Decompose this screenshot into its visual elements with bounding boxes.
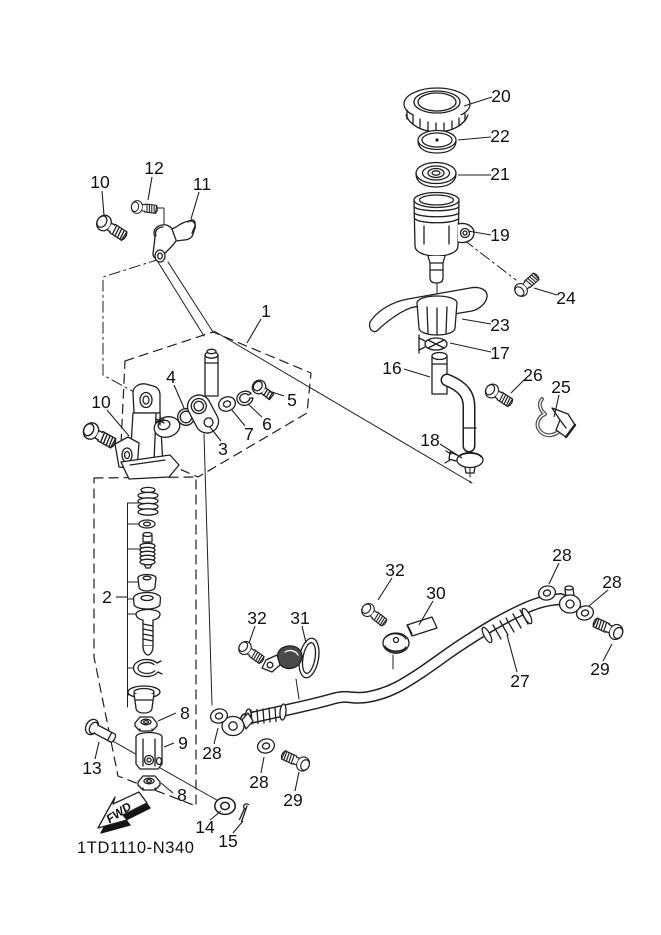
leader-line-13-14 — [95, 742, 99, 759]
part-32-bolt-left — [236, 639, 266, 666]
callout-32-38: 32 — [385, 560, 405, 580]
callout-23-24: 23 — [490, 315, 510, 335]
callout-3-2: 3 — [218, 439, 228, 459]
part-23-reservoir-bracket — [370, 287, 487, 335]
leader-line-12-13 — [148, 177, 152, 200]
part-8-nut-lower — [138, 776, 160, 790]
callout-17-18: 17 — [490, 343, 510, 363]
diagram-artwork — [80, 88, 625, 833]
callout-14-15: 14 — [195, 817, 215, 837]
leader-line-22-23 — [458, 137, 491, 140]
part-10-bolt-lower — [80, 420, 118, 451]
callout-8-7: 8 — [180, 703, 190, 723]
callout-30-35: 30 — [426, 583, 446, 603]
callout-7-6: 7 — [244, 424, 254, 444]
callout-21-22: 21 — [490, 164, 510, 184]
callout-27-28: 27 — [510, 671, 530, 691]
callout-13-14: 13 — [82, 758, 102, 778]
callout-10-10: 10 — [90, 172, 110, 192]
callout-15-16: 15 — [218, 831, 238, 851]
leader-line-8-7 — [158, 713, 176, 721]
callout-24-25: 24 — [556, 288, 576, 308]
leader-line-16-17 — [404, 369, 430, 377]
part-28-washer-b — [256, 737, 276, 755]
callout-26-27: 26 — [523, 365, 543, 385]
leader-line-7-6 — [232, 410, 245, 426]
part-29-union-bolt-left — [279, 748, 312, 773]
leader-line-29-33 — [295, 772, 299, 791]
leader-line-32-38 — [378, 578, 392, 600]
part-26-bolt — [483, 382, 515, 410]
part-20-reservoir-cap — [404, 88, 470, 132]
part-6-spring-washer — [235, 389, 254, 407]
part-5-screw — [250, 377, 276, 402]
callout-28-30: 28 — [249, 772, 269, 792]
leader-line-24-25 — [534, 288, 557, 295]
part-15-cotter-pin — [240, 804, 249, 822]
callout-18-19: 18 — [420, 430, 440, 450]
callout-28-32: 28 — [602, 572, 622, 592]
part-18-hose-clamp-lower — [445, 451, 483, 473]
callout-11-12: 11 — [192, 174, 212, 194]
callout-19-20: 19 — [490, 225, 510, 245]
callout-20-21: 20 — [491, 86, 511, 106]
leader-line-17-18 — [450, 343, 491, 352]
leader-line-8-8 — [161, 783, 173, 793]
part-14-washer — [215, 798, 235, 815]
leader-line-23-24 — [462, 319, 491, 324]
callout-12-13: 12 — [144, 158, 164, 178]
part-7-washer — [217, 395, 238, 414]
part-13-clevis-pin — [83, 717, 118, 746]
leader-line-4-3 — [174, 385, 184, 408]
leader-line-9-9 — [164, 743, 174, 747]
leader-line-28-29 — [214, 728, 218, 744]
callout-6-5: 6 — [262, 414, 272, 434]
callout-9-9: 9 — [178, 733, 188, 753]
leader-line-27-28 — [507, 635, 517, 672]
part-29-union-bolt-right — [591, 615, 625, 642]
part-19-reservoir-tank — [414, 193, 474, 284]
leader-line-28-31 — [549, 563, 559, 584]
callout-16-17: 16 — [382, 358, 402, 378]
callout-29-34: 29 — [590, 659, 610, 679]
part-22-diaphragm-plate — [418, 131, 456, 154]
leader-line-28-30 — [261, 757, 264, 773]
part-9-clevis — [136, 733, 162, 770]
callout-10-11: 10 — [91, 392, 111, 412]
part-21-diaphragm — [416, 163, 456, 188]
callout-22-23: 22 — [490, 126, 510, 146]
callout-28-29: 28 — [202, 743, 222, 763]
callout-29-33: 29 — [283, 790, 303, 810]
part-30-hose-clamp — [383, 617, 437, 653]
callout-31-36: 31 — [290, 608, 310, 628]
fwd-label: FWD — [103, 799, 135, 827]
callout-25-26: 25 — [551, 377, 571, 397]
part-17-hose-clamp-upper — [419, 335, 447, 353]
leader-line-1-0 — [247, 319, 261, 343]
footer-part-code: 1TD1110-N340 — [77, 839, 195, 857]
callout-28-31: 28 — [552, 545, 572, 565]
part-32-bolt-right — [359, 601, 389, 629]
leader-line-10-10 — [102, 191, 104, 215]
callout-5-4: 5 — [287, 390, 297, 410]
part-24-bolt — [512, 270, 542, 299]
part-12-bolt — [131, 200, 158, 216]
callout-4-3: 4 — [166, 367, 176, 387]
callout-8-8: 8 — [177, 785, 187, 805]
part-2-cylinder-kit-stack — [128, 487, 162, 713]
leader-line-6-5 — [248, 404, 262, 417]
leader-line-31-36 — [302, 626, 306, 643]
callout-1-0: 1 — [261, 301, 271, 321]
leader-line-11-12 — [191, 192, 199, 219]
leader-line-32-37 — [249, 626, 255, 643]
part-31-hose-clamp — [262, 637, 322, 680]
leader-line-18-19 — [440, 444, 462, 458]
callout-2-1: 2 — [102, 587, 112, 607]
part-8-nut-upper — [135, 717, 157, 731]
leader-line-10-11 — [107, 410, 129, 436]
leader-line-28-32 — [589, 590, 608, 606]
part-10-bolt-upper — [94, 212, 130, 243]
callout-32-37: 32 — [247, 608, 267, 628]
part-11-stay-bracket — [153, 220, 195, 262]
